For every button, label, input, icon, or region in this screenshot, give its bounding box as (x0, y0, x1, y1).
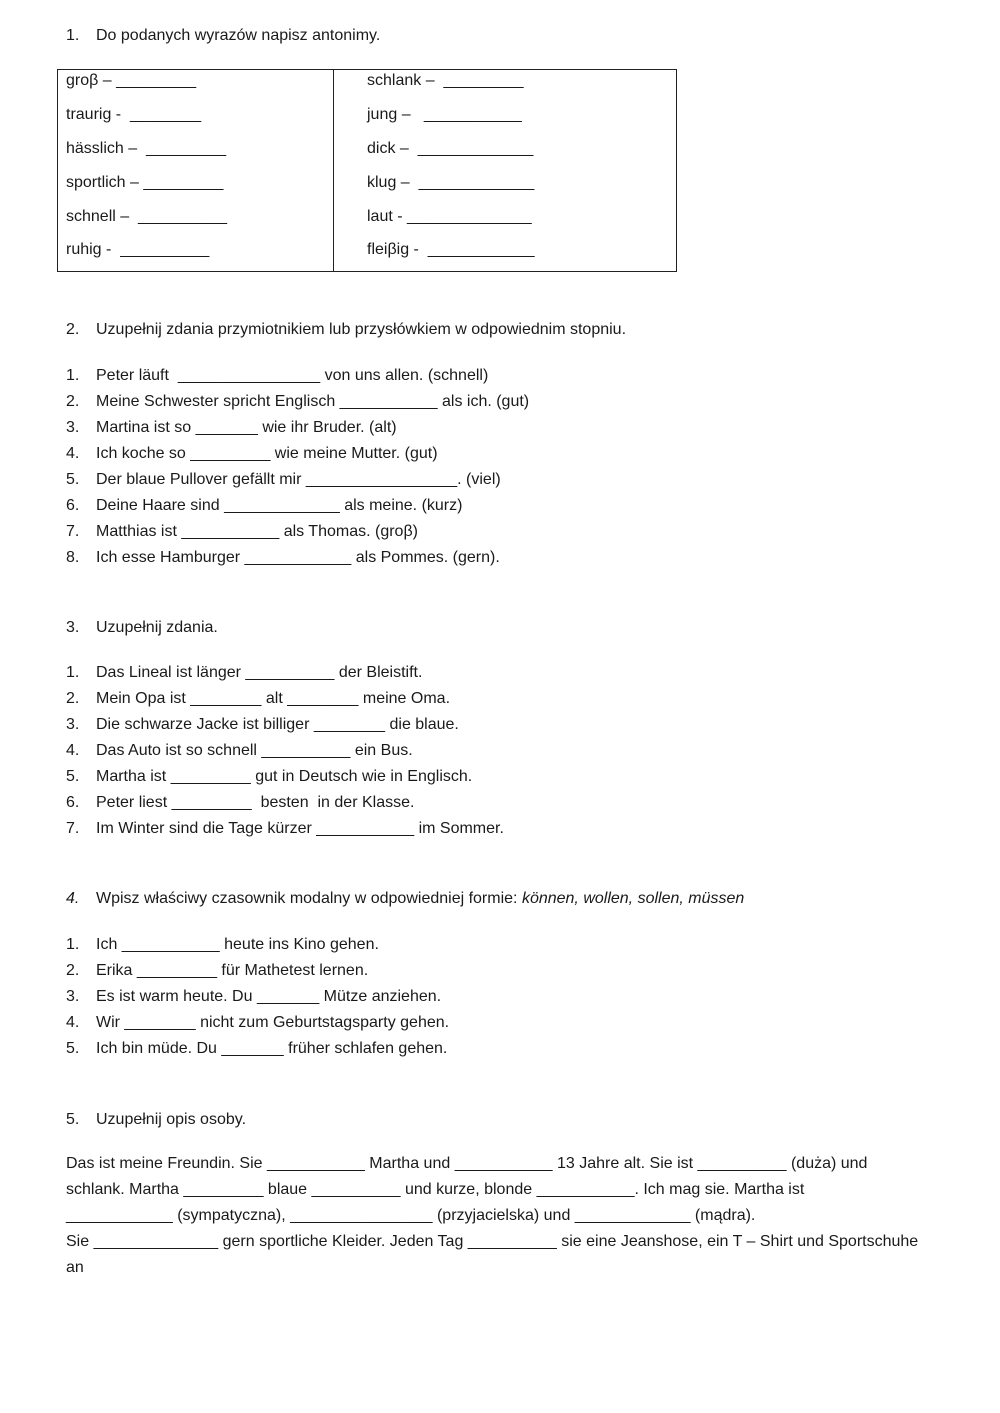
ex3-item-number: 1. (66, 664, 80, 681)
ex3-item-text[interactable]: Peter liest _________ besten in der Klasse. (96, 794, 415, 811)
exercise2-instruction: Uzupełnij zdania przymiotnikiem lub przysłówkiem w odpowiednim stopniu. (96, 321, 627, 338)
ex4-item-number: 2. (66, 962, 80, 979)
ex4-item-text[interactable]: Ich bin müde. Du _______ früher schlafen gehen. (96, 1040, 448, 1057)
ex2-item-text[interactable]: Ich esse Hamburger ____________ als Pommes. (gern). (96, 549, 500, 566)
ex4-item-number: 5. (66, 1040, 80, 1057)
antonym-right-3[interactable]: dick – _____________ (367, 140, 534, 157)
ex4-item-text[interactable]: Wir ________ nicht zum Geburtstagsparty gehen. (96, 1014, 450, 1031)
ex3-item-number: 4. (66, 742, 80, 759)
ex3-item-number: 7. (66, 820, 80, 837)
ex3-item-number: 5. (66, 768, 80, 785)
ex2-item-number: 7. (66, 523, 80, 540)
ex5-paragraph-line[interactable]: ____________ (sympatyczna), ________________ (przyjacielska) und _____________ (mądra). (66, 1207, 756, 1224)
ex3-item-text[interactable]: Mein Opa ist ________ alt ________ meine Oma. (96, 690, 451, 707)
exercise4-number: 4. (66, 890, 80, 907)
ex4-item-text[interactable]: Erika _________ für Mathetest lernen. (96, 962, 369, 979)
ex2-item-number: 1. (66, 367, 80, 384)
ex2-item-number: 2. (66, 393, 80, 410)
ex2-item-number: 3. (66, 419, 80, 436)
exercise5-instruction: Uzupełnij opis osoby. (96, 1111, 247, 1128)
ex5-paragraph-line[interactable]: an (66, 1259, 84, 1276)
antonym-left-6[interactable]: ruhig - __________ (66, 241, 210, 258)
ex2-item-text[interactable]: Ich koche so _________ wie meine Mutter. (gut) (96, 445, 438, 462)
antonym-right-5[interactable]: laut - ______________ (367, 208, 532, 225)
ex2-item-text[interactable]: Meine Schwester spricht Englisch ___________ als ich. (gut) (96, 393, 530, 410)
exercise1-instruction: Do podanych wyrazów napisz antonimy. (96, 27, 381, 44)
ex3-item-text[interactable]: Das Auto ist so schnell __________ ein Bus. (96, 742, 413, 759)
exercise3-instruction: Uzupełnij zdania. (96, 619, 218, 636)
exercise1-number: 1. (66, 27, 80, 44)
ex4-item-number: 3. (66, 988, 80, 1005)
ex2-item-text[interactable]: Peter läuft ________________ von uns allen. (schnell) (96, 367, 489, 384)
antonym-left-1[interactable]: groβ – _________ (66, 72, 197, 89)
exercise4-instruction (96, 889, 744, 909)
antonym-left-5[interactable]: schnell – __________ (66, 208, 228, 225)
ex2-item-number: 4. (66, 445, 80, 462)
antonym-left-4[interactable]: sportlich – _________ (66, 174, 224, 191)
ex2-item-number: 8. (66, 549, 80, 566)
exercise4-instruction-text: Wpisz właściwy czasownik modalny w odpowiedniej formie: (96, 890, 522, 907)
ex2-item-number: 6. (66, 497, 80, 514)
antonym-right-4[interactable]: klug – _____________ (367, 174, 535, 191)
ex2-item-text[interactable]: Der blaue Pullover gefällt mir _________________. (viel) (96, 471, 501, 488)
ex3-item-text[interactable]: Die schwarze Jacke ist billiger ________ die blaue. (96, 716, 459, 733)
antonym-left-3[interactable]: hässlich – _________ (66, 140, 227, 157)
ex3-item-number: 3. (66, 716, 80, 733)
exercise3-number: 3. (66, 619, 80, 636)
antonym-right-2[interactable]: jung – ___________ (367, 106, 522, 123)
antonym-right-1[interactable]: schlank – _________ (367, 72, 524, 89)
ex3-item-number: 2. (66, 690, 80, 707)
ex3-item-text[interactable]: Das Lineal ist länger __________ der Bleistift. (96, 664, 423, 681)
exercise2-number: 2. (66, 321, 80, 338)
ex3-item-number: 6. (66, 794, 80, 811)
ex3-item-text[interactable]: Martha ist _________ gut in Deutsch wie in Englisch. (96, 768, 473, 785)
ex4-item-text[interactable]: Es ist warm heute. Du _______ Mütze anziehen. (96, 988, 442, 1005)
ex4-item-number: 4. (66, 1014, 80, 1031)
table-divider (333, 69, 334, 272)
antonym-right-6[interactable]: fleiβig - ____________ (367, 241, 535, 258)
ex4-item-text[interactable]: Ich ___________ heute ins Kino gehen. (96, 936, 379, 953)
ex2-item-text[interactable]: Martina ist so _______ wie ihr Bruder. (alt) (96, 419, 397, 436)
ex3-item-text[interactable]: Im Winter sind die Tage kürzer ___________ im Sommer. (96, 820, 504, 837)
ex4-item-number: 1. (66, 936, 80, 953)
ex5-paragraph-line[interactable]: Sie ______________ gern sportliche Kleider. Jeden Tag __________ sie eine Jeanshose, ein T – Shirt und Sportschuhe (66, 1233, 919, 1250)
antonym-left-2[interactable]: traurig - ________ (66, 106, 202, 123)
ex2-item-text[interactable]: Matthias ist ___________ als Thomas. (groβ) (96, 523, 418, 540)
ex5-paragraph-line[interactable]: schlank. Martha _________ blaue __________ und kurze, blonde ___________. Ich mag sie. Martha ist (66, 1181, 805, 1198)
exercise5-number: 5. (66, 1111, 80, 1128)
ex2-item-number: 5. (66, 471, 80, 488)
ex2-item-text[interactable]: Deine Haare sind _____________ als meine. (kurz) (96, 497, 463, 514)
ex5-paragraph-line[interactable]: Das ist meine Freundin. Sie ___________ Martha und ___________ 13 Jahre alt. Sie ist __________ (duża) und (66, 1155, 868, 1172)
exercise4-modal-verbs: können, wollen, sollen, müssen (521, 890, 745, 907)
